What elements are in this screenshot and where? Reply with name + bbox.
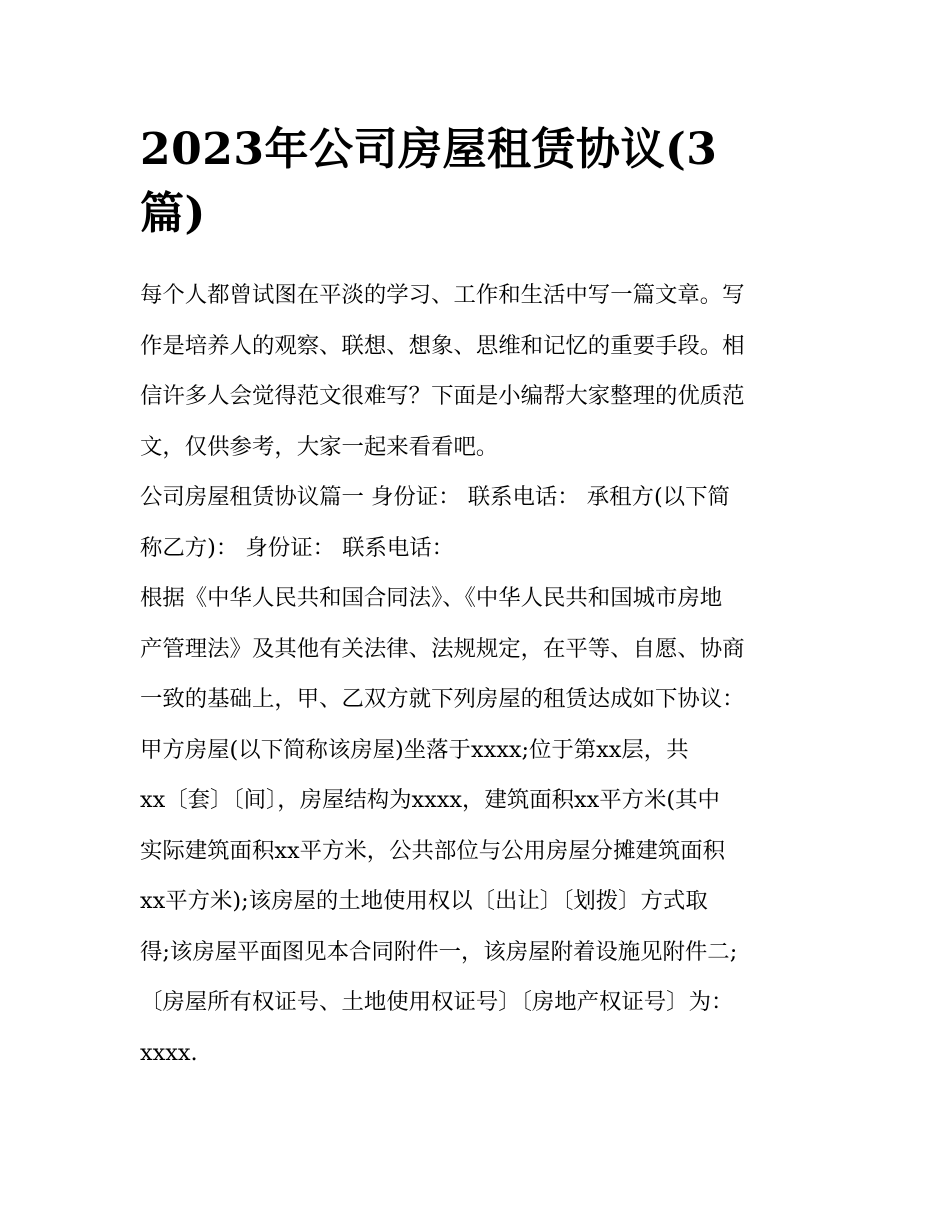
- document-title: [140, 118, 812, 246]
- parties-paragraph: [140, 472, 812, 573]
- text-line: 甲方房屋(以下简称该房屋)坐落于xxxx;位于第xx层，共: [140, 736, 689, 763]
- text-line: 实际建筑面积xx平方米，公共部位与公用房屋分摊建筑面积: [140, 837, 726, 864]
- text-line: 称乙方)： 身份证： 联系电话：: [140, 534, 455, 561]
- text-line: 根据《中华人民共和国合同法》、《中华人民共和国城市房地: [140, 585, 723, 611]
- document-body: [140, 118, 812, 1078]
- legal-basis-paragraph: [140, 573, 812, 725]
- text-line: xx平方米);该房屋的土地使用权以〔出让〕〔划拨〕方式取: [140, 888, 708, 914]
- title-line: 篇): [140, 188, 206, 239]
- text-line: 作是培养人的观察、联想、想象、思维和记忆的重要手段。相: [140, 332, 745, 359]
- text-line: xxxx.: [140, 1039, 198, 1066]
- text-line: 文，仅供参考，大家一起来看看吧。: [140, 433, 499, 460]
- text-line: xx〔套〕〔间〕，房屋结构为xxxx，建筑面积xx平方米(其中: [140, 787, 720, 813]
- text-line: 〔房屋所有权证号、土地使用权证号〕〔房地产权证号〕为：: [140, 989, 734, 1015]
- intro-paragraph: [140, 270, 812, 472]
- text-line: 产管理法》及其他有关法律、法规规定，在平等、自愿、协商: [140, 635, 745, 662]
- title-line: 2023年公司房屋租赁协议(3: [140, 124, 718, 175]
- text-line: 公司房屋租赁协议篇一 身份证： 联系电话： 承租方(以下简: [140, 484, 730, 510]
- property-description-paragraph: [140, 725, 812, 1079]
- text-line: 每个人都曾试图在平淡的学习、工作和生活中写一篇文章。写: [140, 282, 745, 308]
- text-line: 一致的基础上，甲、乙双方就下列房屋的租赁达成如下协议：: [140, 686, 745, 712]
- text-line: 信许多人会觉得范文很难写？下面是小编帮大家整理的优质范: [140, 383, 745, 409]
- text-line: 得;该房屋平面图见本合同附件一，该房屋附着设施见附件二;: [140, 938, 738, 965]
